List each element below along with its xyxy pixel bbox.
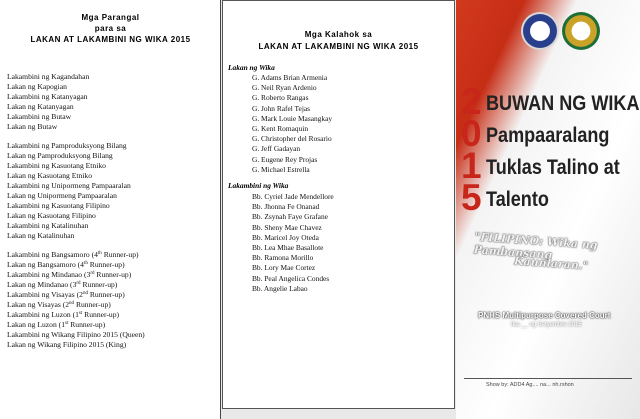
award-item: Lakambini ng Butaw bbox=[7, 112, 72, 122]
theme-line: Kaunlaran." bbox=[513, 254, 589, 273]
contestant-item: Bb. Zsynah Faye Grafane bbox=[252, 212, 328, 222]
deped-seal-icon bbox=[521, 12, 559, 50]
contestant-item: Bb. Lory Mae Cortez bbox=[252, 263, 316, 273]
lakan-heading: Lakan ng Wika bbox=[228, 63, 275, 72]
award-item: Lakambini ng Katanyagan bbox=[7, 92, 88, 102]
event-date: Ika-__ ng Setyembre 2015 bbox=[511, 322, 582, 328]
award-item bbox=[7, 270, 145, 280]
award-text: Lakambini ng Luzon (1 bbox=[7, 310, 79, 320]
award-item: Lakambini ng Unipormeng Pampaaralan bbox=[7, 180, 131, 190]
contestant-item: G. Michael Estrella bbox=[252, 164, 310, 174]
award-item: Lakambini ng Kagandahan bbox=[7, 72, 90, 81]
contestant-item: G. Christopher del Rosario bbox=[252, 134, 332, 144]
contestant-item: Bb. Ramona Morillo bbox=[252, 253, 314, 263]
award-item: Lakambini ng Katalinuhan bbox=[7, 221, 89, 231]
theme-line: "FILIPINO: Wika ng Pambansang bbox=[473, 230, 598, 262]
contestant-item: Bb. Jhonna Fe Onanad bbox=[252, 202, 320, 212]
award-item: Lakambini ng Kasuotang Etniko bbox=[7, 160, 106, 170]
cover-panel bbox=[456, 0, 640, 419]
award-text-end: Runner-up) bbox=[82, 310, 120, 320]
award-item: Lakambini ng Pamproduksyong Bilang bbox=[7, 140, 127, 150]
ordinal-suffix: th bbox=[97, 250, 102, 256]
awards-panel bbox=[0, 0, 221, 419]
award-text: Lakambini ng Visayas (2 bbox=[7, 289, 83, 299]
contestant-item: G. Neil Ryan Ardenio bbox=[252, 83, 317, 93]
award-text-end: Runner-up) bbox=[101, 249, 139, 259]
contestant-item: G. John Rafel Tejas bbox=[252, 103, 311, 113]
award-item: Lakan ng Katalinuhan bbox=[7, 231, 75, 241]
contestant-item: G. Jeff Gadayan bbox=[252, 144, 301, 154]
awards-list bbox=[7, 72, 145, 350]
cover-title-line: BUWAN NG WIKA bbox=[486, 92, 640, 115]
school-seal-icon bbox=[562, 12, 600, 50]
lakan-list bbox=[252, 73, 332, 175]
award-text: Lakan ng Visayas (2 bbox=[7, 299, 70, 309]
award-item: Lakan ng Unipormeng Pampaaralan bbox=[7, 191, 117, 201]
award-item: Lakan ng Katanyagan bbox=[7, 102, 74, 112]
award-item bbox=[7, 330, 145, 340]
award-text: Lakambini ng Bangsamoro (4 bbox=[7, 249, 98, 259]
award-item bbox=[7, 280, 145, 290]
divider bbox=[464, 378, 632, 379]
contestant-item: Bb. Maricel Joy Oteda bbox=[252, 232, 319, 242]
list-spacer bbox=[7, 133, 145, 141]
ordinal-suffix: rd bbox=[90, 270, 95, 276]
award-item: Lakan ng Kasuotang Filipino bbox=[7, 211, 96, 221]
cover-title-line: Pampaaralang bbox=[486, 124, 610, 147]
ordinal-suffix: rd bbox=[76, 280, 81, 286]
contestant-item: G. Eugene Rey Projas bbox=[252, 154, 318, 164]
ordinal-suffix: st bbox=[78, 311, 83, 317]
year-digit: 0 bbox=[461, 113, 482, 154]
contestant-item: Bb. Peal Angelica Condes bbox=[252, 273, 330, 283]
contestant-item: G. Adams Brian Armenia bbox=[252, 73, 328, 82]
contestants-panel bbox=[222, 0, 455, 409]
award-text-end: Runner-up) bbox=[80, 279, 118, 289]
contestant-item: G. Roberto Rangas bbox=[252, 93, 309, 103]
cover-title-line: Tuklas Talino at bbox=[486, 156, 620, 179]
award-text-end: Runner-up) bbox=[74, 299, 111, 309]
award-item bbox=[7, 320, 145, 330]
ordinal-suffix: nd bbox=[69, 300, 75, 306]
venue: PNHS Multipurpose Covered Court bbox=[478, 311, 611, 320]
award-text: Lakan ng Luzon (1 bbox=[7, 320, 65, 330]
contestant-item: G. Mark Louie Masangkay bbox=[252, 113, 333, 123]
contestant-item: G. Kent Romaquin bbox=[252, 123, 309, 133]
credit: Show by: ADD4 Ag.... na... nh.rshon bbox=[486, 382, 574, 388]
award-item bbox=[7, 300, 145, 310]
award-item bbox=[7, 340, 145, 350]
awards-heading: Mga Parangal para sa LAKAN AT LAKAMBINI NG WIKA 2015 bbox=[30, 13, 191, 44]
cover-title-line: Talento bbox=[486, 188, 549, 211]
award-text: Lakan ng Bangsamoro (4 bbox=[7, 259, 84, 269]
award-item bbox=[7, 310, 145, 320]
award-item: Lakan ng Butaw bbox=[7, 122, 58, 132]
contestant-item: Bb. Cyriel Jade Mendellore bbox=[252, 192, 334, 201]
award-text-end: Runner-up) bbox=[87, 289, 125, 299]
award-text: Lakan ng Wikang Filipino 2015 (King) bbox=[7, 340, 127, 350]
award-item bbox=[7, 260, 145, 270]
award-text-end: Runner-up) bbox=[87, 259, 125, 269]
award-text-end: Runner-up) bbox=[68, 320, 106, 330]
ordinal-suffix: st bbox=[65, 321, 69, 327]
award-item: Lakambini ng Kasuotang Filipino bbox=[7, 201, 110, 211]
award-item bbox=[7, 290, 145, 300]
list-spacer bbox=[7, 242, 145, 250]
lakambini-heading: Lakambini ng Wika bbox=[228, 181, 289, 190]
lakambini-list bbox=[252, 192, 334, 294]
award-item: Lakan ng Kapogian bbox=[7, 82, 67, 92]
award-item: Lakan ng Kasuotang Etniko bbox=[7, 170, 92, 180]
award-item: Lakan ng Pamproduksyong Bilang bbox=[7, 150, 113, 160]
year-digit: 5 bbox=[461, 177, 482, 218]
award-text: Lakan ng Mindanao (3 bbox=[7, 279, 77, 289]
award-item bbox=[7, 250, 145, 260]
ordinal-suffix: nd bbox=[82, 290, 88, 296]
year-digit: 1 bbox=[461, 145, 482, 186]
year-digit: 2 bbox=[461, 81, 482, 122]
contestant-item: Bb. Angelie Labao bbox=[252, 283, 308, 293]
award-text: Lakambini ng Mindanao (3 bbox=[7, 269, 91, 279]
contestant-item: Bb. Lea Mhae Basallote bbox=[252, 242, 324, 252]
contestant-item: Bb. Sheny Mae Chavez bbox=[252, 222, 322, 232]
ordinal-suffix: th bbox=[83, 260, 88, 266]
award-text-end: Runner-up) bbox=[94, 269, 132, 279]
contestants-heading: Mga Kalahok sa LAKAN AT LAKAMBINI NG WIKA 2015 bbox=[258, 30, 419, 51]
award-text: Lakambini ng Wikang Filipino 2015 (Queen) bbox=[7, 330, 145, 340]
